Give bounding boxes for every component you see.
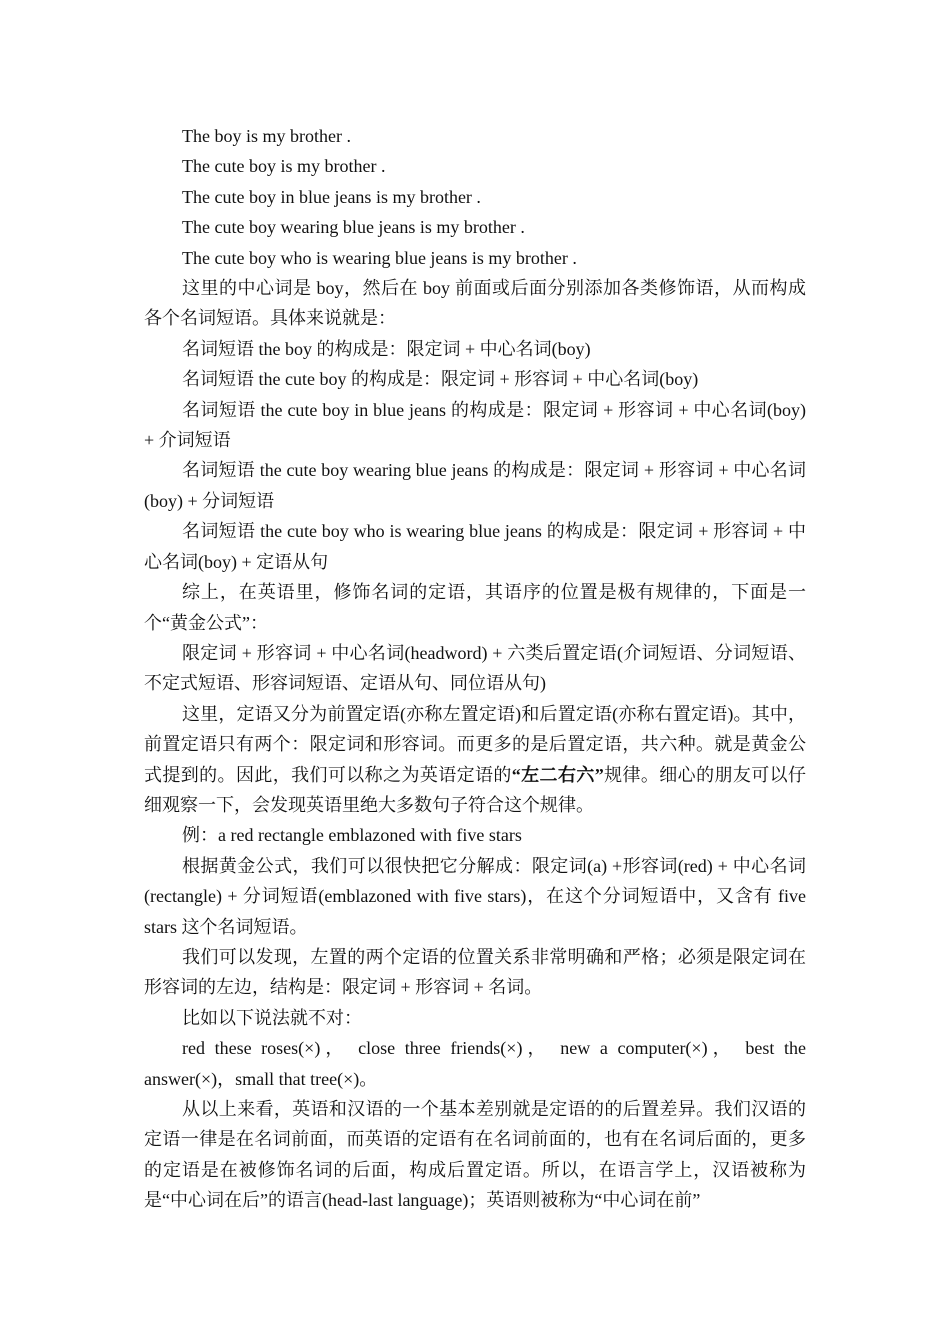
paragraph-incorrect-examples: red these roses(×)， close three friends(×)， new a computer(×)， best the answer(×)，small that tree(×)。: [144, 1038, 806, 1089]
paragraph-structure-3: 名词短语 the cute boy in blue jeans 的构成是：限定词 + 形容词 + 中心名词(boy) + 介词短语: [144, 399, 806, 451]
paragraph-headword-intro: 这里的中心词是 boy，然后在 boy 前面或后面分别添加各类修饰语，从而构成各个名词短语。具体来说就是：: [144, 278, 806, 329]
document-body: [144, 121, 806, 1216]
paragraph-structure-4: 名词短语 the cute boy wearing blue jeans 的构成是：限定词 + 形容词 + 中心名词(boy) + 分词短语: [144, 460, 806, 511]
paragraph-summary: 综上，在英语里，修饰名词的定语，其语序的位置是极有规律的，下面是一个“黄金公式”：: [144, 582, 806, 633]
rule-name-bold: “左二右六”: [511, 764, 604, 785]
example-sentence-4: The cute boy wearing blue jeans is my brother .: [182, 217, 525, 238]
rule-text-after: 规律。细心的朋友可以仔细观察一下，会发现英语里绝大多数句子符合这个规律。: [144, 764, 807, 815]
paragraph-chinese-english-difference: 从以上来看，英语和汉语的一个基本差别就是定语的的后置差异。我们汉语的定语一律是在名词前面，而英语的定语有在名词前面的，也有在名词后面的，更多的定语是在被修饰名词的后面，构成后置定语。所以，在语言学上，汉语被称为是“中心词在后”的语言(head-last language)；英语则被称为“中心词在前”: [144, 1099, 806, 1211]
paragraph-structure-2: 名词短语 the cute boy 的构成是：限定词 + 形容词 + 中心名词(boy): [182, 369, 699, 390]
paragraph-left-two-right-six: [144, 699, 806, 821]
paragraph-incorrect-intro: 比如以下说法就不对：: [182, 1007, 362, 1028]
example-sentence-2: The cute boy is my brother .: [182, 156, 386, 177]
example-sentence-5: The cute boy who is wearing blue jeans is my brother .: [182, 247, 577, 268]
paragraph-left-position-rule: 我们可以发现，左置的两个定语的位置关系非常明确和严格；必须是限定词在形容词的左边，结构是：限定词 + 形容词 + 名词。: [144, 946, 806, 998]
rule-text-before: 这里，定语又分为前置定语(亦称左置定语)和后置定语(亦称右置定语)。其中，前置定语只有两个：限定词和形容词。而更多的是后置定语，共六种。就是黄金公式提到的。因此，我们可以称之为英语定语的: [144, 703, 806, 785]
paragraph-example: 例：a red rectangle emblazoned with five stars: [182, 825, 522, 846]
example-sentence-1: The boy is my brother .: [182, 126, 351, 146]
paragraph-structure-1: 名词短语 the boy 的构成是：限定词 + 中心名词(boy): [182, 338, 591, 359]
paragraph-golden-formula: 限定词 + 形容词 + 中心名词(headword) + 六类后置定语(介词短语、分词短语、不定式短语、形容词短语、定语从句、同位语从句): [144, 642, 806, 694]
example-sentence-3: The cute boy in blue jeans is my brother .: [182, 186, 481, 207]
paragraph-example-analysis: 根据黄金公式，我们可以很快把它分解成：限定词(a) +形容词(red) + 中心名词(rectangle) + 分词短语(emblazoned with five stars)，在这个分词短语中，又含有 five stars 这个名词短语。: [144, 855, 806, 937]
paragraph-structure-5: 名词短语 the cute boy who is wearing blue jeans 的构成是：限定词 + 形容词 + 中心名词(boy) + 定语从句: [144, 521, 806, 572]
